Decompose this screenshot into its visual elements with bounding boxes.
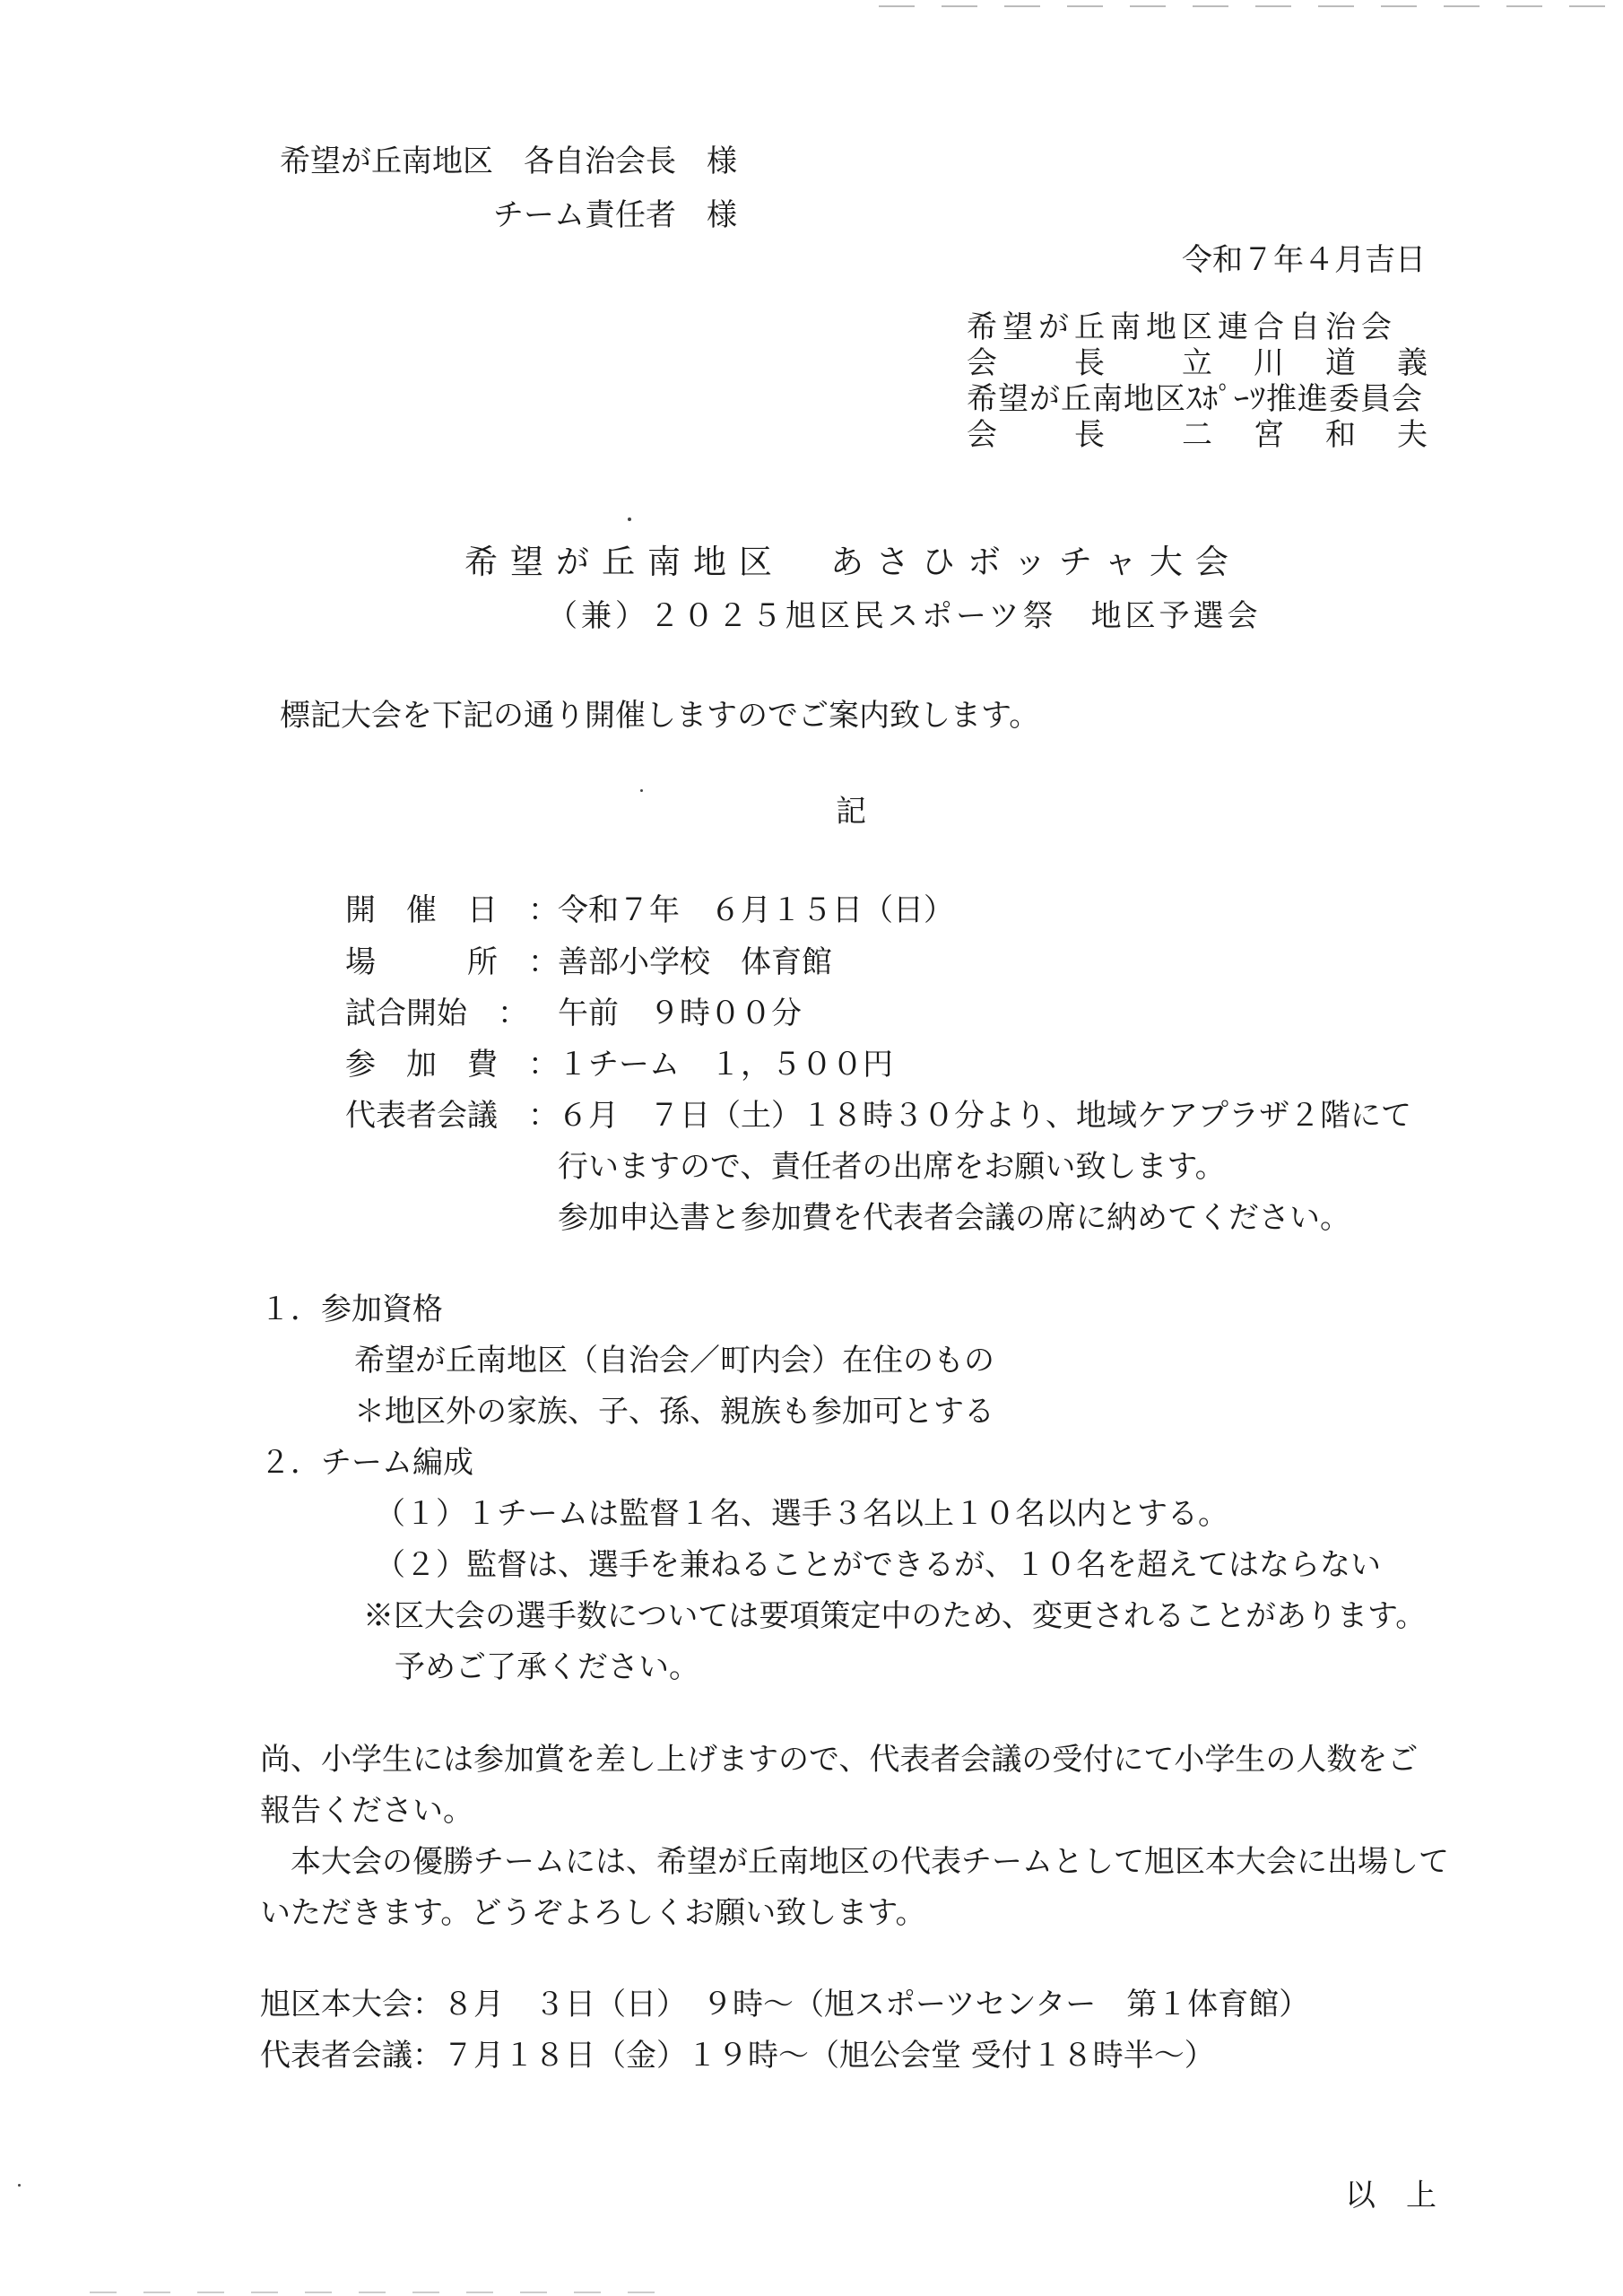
section-2-line-1: （１）１チームは監督１名、選手３名以上１０名以内とする。 [375, 1496, 1228, 1532]
meeting-note-1: 行いますので、責任者の出席をお願い致します。 [558, 1149, 1226, 1185]
section-1-title: １．参加資格 [260, 1292, 443, 1327]
ward-event-line-1: 旭区本大会：８月 ３日（日） ９時～（旭スポーツセンター 第１体育館） [260, 1987, 1310, 2022]
section-2-title: ２．チーム編成 [260, 1445, 473, 1481]
sender-org-1: 希望が丘南地区連合自治会 [967, 309, 1397, 345]
detail-value: 午前 ９時００分 [558, 996, 802, 1031]
ki-heading: 記 [836, 794, 866, 830]
closing-p1-line-2: 報告ください。 [260, 1793, 473, 1829]
section-1-line-1: 希望が丘南地区（自治会／町内会）在住のもの [354, 1343, 994, 1378]
section-2-note-1: ※区大会の選手数については要項策定中のため、変更されることがあります。 [363, 1598, 1427, 1634]
detail-label: 開 催 日 ： [345, 892, 559, 928]
end-mark: 以 上 [1345, 2178, 1436, 2213]
sender-chair-2: 会 長 二 宮 和 夫 [967, 417, 1433, 453]
detail-label: 代表者会議 ： [345, 1098, 559, 1134]
closing-p1-line-1: 尚、小学生には参加賞を差し上げますので、代表者会議の受付にて小学生の人数をご [260, 1742, 1419, 1778]
detail-value: 善部小学校 体育館 [558, 944, 832, 980]
scan-speck [640, 789, 643, 792]
sender-chair-1: 会 長 立 川 道 義 [967, 345, 1433, 381]
detail-value: ６月 ７日（土）１８時３０分より、地域ケアプラザ２階にて [558, 1098, 1411, 1134]
section-1-line-2: ＊地区外の家族、子、孫、親族も参加可とする [354, 1394, 994, 1430]
detail-value: 令和７年 ６月１５日（日） [558, 892, 954, 928]
detail-label: 参 加 費 ： [345, 1047, 559, 1083]
event-subtitle: （兼）２０２５旭区民スポーツ祭 地区予選会 [547, 598, 1262, 634]
scan-speck [18, 2184, 21, 2187]
scan-edge-mark [90, 2292, 673, 2293]
scan-edge-mark [879, 5, 1614, 7]
scan-speck [628, 517, 631, 521]
event-title: 希望が丘南地区 あさひボッチャ大会 [464, 543, 1241, 581]
meeting-note-2: 参加申込書と参加費を代表者会議の席に納めてください。 [558, 1200, 1350, 1236]
issue-date: 令和７年４月吉日 [1182, 242, 1426, 278]
ward-event-line-2: 代表者会議：７月１８日（金）１９時～（旭公会堂 受付１８時半～） [260, 2038, 1215, 2074]
sender-org-2: 希望が丘南地区ｽﾎﾟｰﾂ推進委員会 [967, 381, 1423, 417]
closing-p2-line-2: いただきます。どうぞよろしくお願い致します。 [260, 1895, 926, 1931]
detail-label: 場 所 ： [345, 944, 559, 980]
closing-p2-line-1: 本大会の優勝チームには、希望が丘南地区の代表チームとして旭区本大会に出場して [291, 1844, 1449, 1880]
section-2-note-2: 予めご了承ください。 [395, 1649, 699, 1685]
intro-text: 標記大会を下記の通り開催しますのでご案内致します。 [280, 698, 1040, 734]
detail-value: １チーム １，５００円 [558, 1047, 893, 1083]
section-2-line-2: （２）監督は、選手を兼ねることができるが、１０名を超えてはならない [375, 1547, 1381, 1583]
addressee-line-1: 希望が丘南地区 各自治会長 様 [280, 144, 737, 179]
detail-label: 試合開始 ： [345, 996, 528, 1031]
addressee-line-2: チーム責任者 様 [493, 197, 737, 233]
